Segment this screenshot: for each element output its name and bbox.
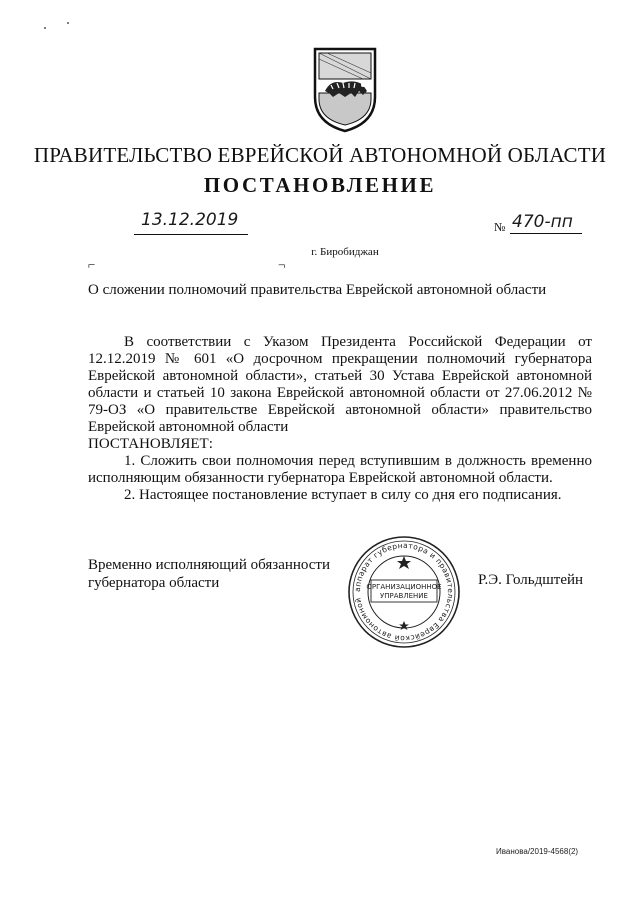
- title-corner-left: ⌐: [88, 257, 96, 272]
- signatory-position: [88, 556, 330, 592]
- title-corner-right: ¬: [278, 257, 286, 272]
- stamp-inner-line1: ОРГАНИЗАЦИОННОЕ: [366, 583, 442, 591]
- footer-reference: Иванова/2019-4568(2): [496, 847, 579, 856]
- decree-item-1: 1. Сложить свои полномочия перед вступившим в должность временно исполняющим обязанности губернатора Еврейской автономной области.: [88, 453, 592, 486]
- scan-speck: [67, 22, 69, 24]
- signatory-position-line1: Временно исполняющий обязанности: [88, 557, 331, 573]
- stamp-inner-line2: УПРАВЛЕНИЕ: [380, 592, 428, 600]
- preamble-paragraph: В соответствии с Указом Президента Российской Федерации от 12.12.2019 № 601 «О досрочном прекращении полномочий губернатора Еврейской автономной области», статьей 30 Устава Еврейской автономной области и статьей 10 закона Еврейской автономной области от 27.06.2012 № 79-ОЗ «О правительстве Еврейской автономной области» правительство Еврейской автономной области: [88, 334, 592, 435]
- document-title: О сложении полномочий правительства Еврейской автономной области: [88, 282, 547, 298]
- number-label: №: [494, 220, 506, 234]
- scan-speck: [44, 27, 46, 29]
- document-body: [88, 334, 592, 504]
- signatory-position-line2: губернатора области: [88, 575, 220, 591]
- city-name: г. Биробиджан: [311, 246, 379, 258]
- document-date: 13.12.2019: [141, 210, 239, 230]
- official-stamp: [346, 534, 462, 650]
- organization-heading: ПРАВИТЕЛЬСТВО ЕВРЕЙСКОЙ АВТОНОМНОЙ ОБЛАСТИ: [33, 143, 607, 167]
- decree-item-2: 2. Настоящее постановление вступает в силу со дня его подписания.: [124, 487, 562, 503]
- coat-of-arms-emblem: [311, 45, 379, 133]
- stamp-ring-text: аппарат губернатора и правительства Еврейской автономной: [352, 540, 456, 644]
- signatory-name: Р.Э. Гольдштейн: [478, 572, 584, 588]
- document-number: 470-пп: [512, 212, 573, 232]
- decree-word: ПОСТАНОВЛЯЕТ:: [88, 436, 213, 452]
- document-type-heading: ПОСТАНОВЛЕНИЕ: [203, 173, 437, 197]
